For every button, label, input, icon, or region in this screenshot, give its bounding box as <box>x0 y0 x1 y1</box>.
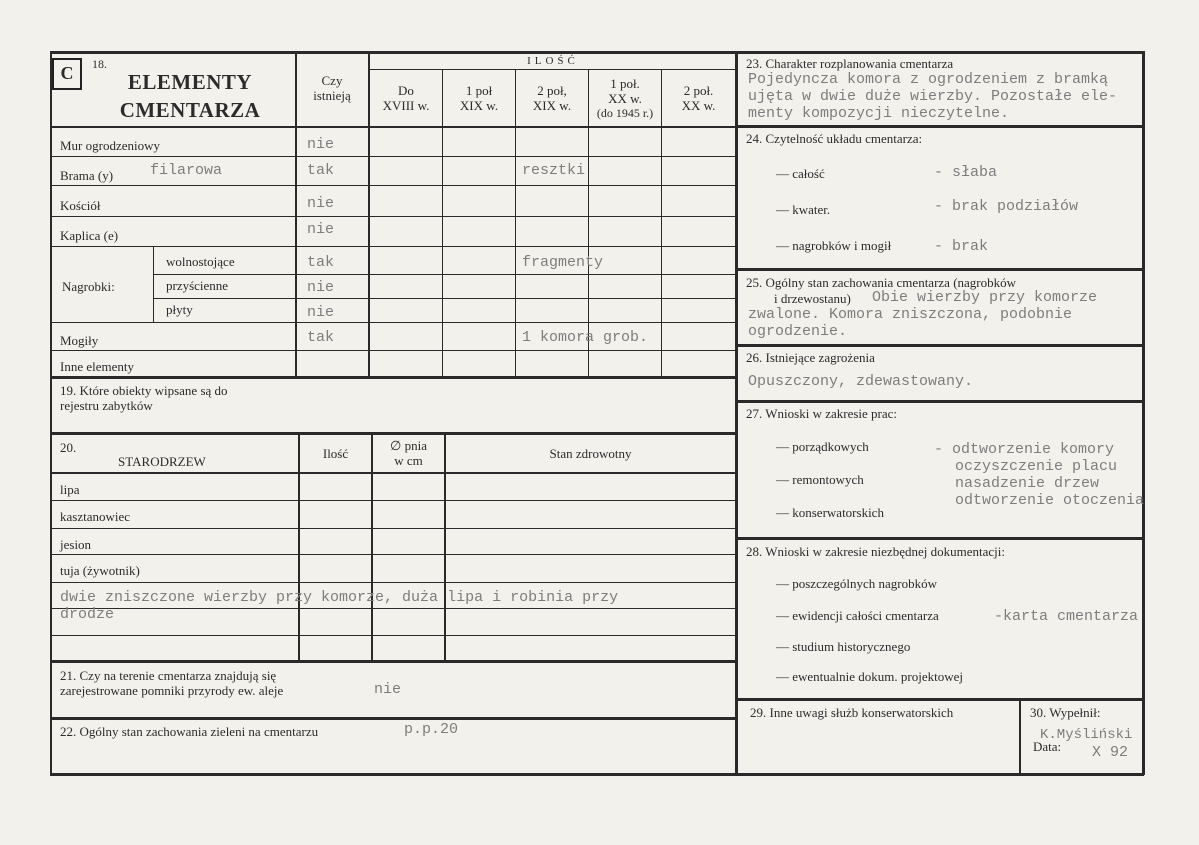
s21-line2: zarejestrowane pomniki przyrody ew. aleje <box>60 683 284 698</box>
row-line <box>52 156 736 157</box>
s30-name: K.Myśliński <box>1040 727 1133 743</box>
s28-bottom <box>737 698 1143 701</box>
row-line <box>52 500 736 501</box>
s27-typed-4: odtworzenie otoczenia <box>955 492 1145 509</box>
s19-bottom <box>50 432 736 435</box>
row-line <box>52 528 736 529</box>
col-line <box>515 70 516 377</box>
section-code-box: C <box>52 58 82 90</box>
row-label-przyscienne: przyścienne <box>166 278 229 293</box>
row-label-kaplica: Kaplica (e) <box>60 228 119 243</box>
s18-bottom <box>50 376 736 379</box>
s23-bottom <box>737 125 1143 128</box>
s28-item-nagrobkow: — poszczególnych nagrobków <box>776 576 938 591</box>
s25-typed-2: zwalone. Komora zniszczona, podobnie <box>748 306 1073 323</box>
row-label-brama: Brama (y) <box>60 168 114 183</box>
exists-brama: tak <box>307 162 335 179</box>
s20-typed-line1: dwie zniszczone wierzby przy komorze, duża lipa i robinia przy <box>60 589 619 606</box>
s27-label: 27. Wnioski w zakresie prac: <box>746 406 898 421</box>
s19-line1: 19. Które obiekty wipsane są do <box>60 383 228 398</box>
s23-typed-3: menty kompozycji nieczytelne. <box>748 105 1010 122</box>
period-col-5 <box>662 84 735 114</box>
exists-line2: istnieją <box>313 87 351 103</box>
exists-mur: nie <box>307 136 335 153</box>
s30-label: 30. Wypełnił: <box>1030 705 1101 720</box>
col-header-exists <box>297 74 367 104</box>
s23-label: 23. Charakter rozplanowania cmentarza <box>746 56 954 71</box>
row-line <box>52 322 736 323</box>
s22-answer: p.p.20 <box>404 721 459 738</box>
exists-line1: Czy <box>321 73 343 88</box>
s26-typed: Opuszczony, zdewastowany. <box>748 373 974 390</box>
tree-lipa: lipa <box>60 482 80 497</box>
s27-bottom <box>737 537 1143 540</box>
period-line: XIX w. <box>532 97 572 113</box>
s28-item-studium: — studium historycznego <box>776 639 911 654</box>
s20-col-ilosc: Ilość <box>322 446 349 461</box>
s20-number: 20. <box>60 440 77 455</box>
period-line: 1 poł. <box>610 76 640 91</box>
period-line: XIX w. <box>459 97 499 113</box>
s20-col-pnia <box>373 439 444 469</box>
ilosc-underline <box>369 69 736 70</box>
tree-kasztanowiec: kasztanowiec <box>60 509 131 524</box>
period-col-2 <box>443 84 515 114</box>
period-col-1 <box>370 84 442 114</box>
row-line <box>52 350 736 351</box>
frame-top <box>50 51 1144 54</box>
s27-item-remontowych: — remontowych <box>776 472 864 487</box>
exists-plyty: nie <box>307 304 335 321</box>
row-line <box>52 185 736 186</box>
s24-answer-kwater: - brak podziałów <box>934 198 1079 215</box>
s18-title-line2: CMENTARZA <box>119 98 261 122</box>
s27-item-porzadkowych: — porządkowych <box>776 439 869 454</box>
pnia-line1: ∅ pnia <box>390 438 427 453</box>
s30-date: X 92 <box>1092 744 1129 761</box>
s21-answer: nie <box>374 681 402 698</box>
period-col-4 <box>589 77 661 121</box>
s28-item-projektowej: — ewentualnie dokum. projektowej <box>776 669 964 684</box>
brama-type: filarowa <box>150 162 223 179</box>
s30-date-label: Data: <box>1033 739 1062 754</box>
row-label-mur: Mur ogrodzeniowy <box>60 138 161 153</box>
frame-right <box>1142 51 1145 775</box>
s28-item-ewidencji: — ewidencji całości cmentarza <box>776 608 939 623</box>
s26-label: 26. Istniejące zagrożenia <box>746 350 875 365</box>
s18-number: 18. <box>92 57 107 71</box>
row-label-plyty: płyty <box>166 302 193 317</box>
s25-line2: i drzewostanu) <box>774 291 851 306</box>
row-line <box>52 554 736 555</box>
s27-typed-3: nasadzenie drzew <box>955 475 1100 492</box>
row-label-inne: Inne elementy <box>60 359 134 374</box>
s20-title: STARODRZEW <box>118 454 206 469</box>
s25-line1: 25. Ogólny stan zachowania cmentarza (nagrobków <box>746 275 1017 290</box>
exists-mogily: tak <box>307 329 335 346</box>
s18-title-line1: ELEMENTY <box>127 70 253 94</box>
period-col-3 <box>516 84 588 114</box>
exists-wolnostojace: tak <box>307 254 335 271</box>
s28-typed: -karta cmentarza <box>994 608 1139 625</box>
row-line <box>153 274 736 275</box>
s24-bottom <box>737 268 1143 271</box>
note-wolnostojace: fragmenty <box>522 254 604 271</box>
period-line: XX w. <box>608 90 642 106</box>
s22-label: 22. Ogólny stan zachowania zieleni na cmentarzu <box>60 724 319 739</box>
nagrobki-bracket <box>153 247 154 322</box>
col-line <box>298 434 300 661</box>
s24-label: 24. Czytelność układu cmentarza: <box>746 131 923 146</box>
period-line: XX w. <box>681 97 716 113</box>
s27-typed-2: oczyszczenie placu <box>955 458 1118 475</box>
s19-line2: rejestru zabytków <box>60 398 153 413</box>
s20-typed-line2: drodze <box>60 606 115 623</box>
row-label-mogily: Mogiły <box>60 333 99 348</box>
col-line <box>444 434 446 661</box>
s29-s30-divider <box>1019 700 1021 774</box>
exists-kosciol: nie <box>307 195 335 212</box>
row-label-kosciol: Kościół <box>60 198 101 213</box>
period-line: 1 poł <box>465 83 493 98</box>
note-mogily: 1 komora grob. <box>522 329 649 346</box>
period-line: 2 poł, <box>537 83 567 98</box>
s24-answer-nagrobkow: - brak <box>934 238 989 255</box>
tree-tuja: tuja (żywotnik) <box>60 563 140 578</box>
s24-item-calosc: — całość <box>776 166 825 181</box>
s21-line1: 21. Czy na terenie cmentarza znajdują się <box>60 668 277 683</box>
period-line: Do <box>398 83 414 98</box>
row-line <box>52 608 736 609</box>
s20-bottom <box>50 660 736 663</box>
row-line <box>153 298 736 299</box>
s21-bottom <box>50 717 736 720</box>
s25-typed-1: Obie wierzby przy komorze <box>872 289 1098 306</box>
row-line <box>52 635 736 636</box>
row-line <box>52 246 736 247</box>
note-brama: resztki <box>522 162 586 179</box>
s24-item-nagrobkow: — nagrobków i mogił <box>776 238 892 253</box>
row-line <box>52 582 736 583</box>
s25-bottom <box>737 344 1143 347</box>
s23-typed-2: ujęta w dwie duże wierzby. Pozostałe ele- <box>748 88 1118 105</box>
frame-left <box>50 51 52 775</box>
s20-header-bottom <box>50 472 736 474</box>
s23-typed-1: Pojedyncza komora z ogrodzeniem z bramką <box>748 71 1109 88</box>
ilosc-header: ILOŚĆ <box>527 55 579 67</box>
row-line <box>52 216 736 217</box>
col-line <box>442 70 443 377</box>
s29-label: 29. Inne uwagi służb konserwatorskich <box>750 705 954 720</box>
exists-kaplica: nie <box>307 221 335 238</box>
period-line: 2 poł. <box>683 83 714 98</box>
s26-bottom <box>737 400 1143 403</box>
s20-col-stan: Stan zdrowotny <box>549 446 632 461</box>
tree-jesion: jesion <box>60 537 92 552</box>
divider-middle <box>735 51 738 775</box>
frame-bottom <box>50 773 1144 776</box>
nagrobki-label: Nagrobki: <box>62 279 115 294</box>
s27-typed-1: - odtworzenie komory <box>934 441 1115 458</box>
s24-answer-calosc: - słaba <box>934 164 998 181</box>
s25-typed-3: ogrodzenie. <box>748 323 848 340</box>
pnia-line2: w cm <box>394 452 423 468</box>
header-bottom-line <box>50 126 736 128</box>
period-line: (do 1945 r.) <box>596 105 654 120</box>
s27-item-konserwatorskich: — konserwatorskich <box>776 505 884 520</box>
row-label-wolnostojace: wolnostojące <box>166 254 235 269</box>
exists-przyscienne: nie <box>307 279 335 296</box>
period-line: XVIII w. <box>382 97 430 113</box>
s28-label: 28. Wnioski w zakresie niezbędnej dokumentacji: <box>746 544 1005 559</box>
s24-item-kwater: — kwater. <box>776 202 831 217</box>
col-line <box>661 70 662 377</box>
